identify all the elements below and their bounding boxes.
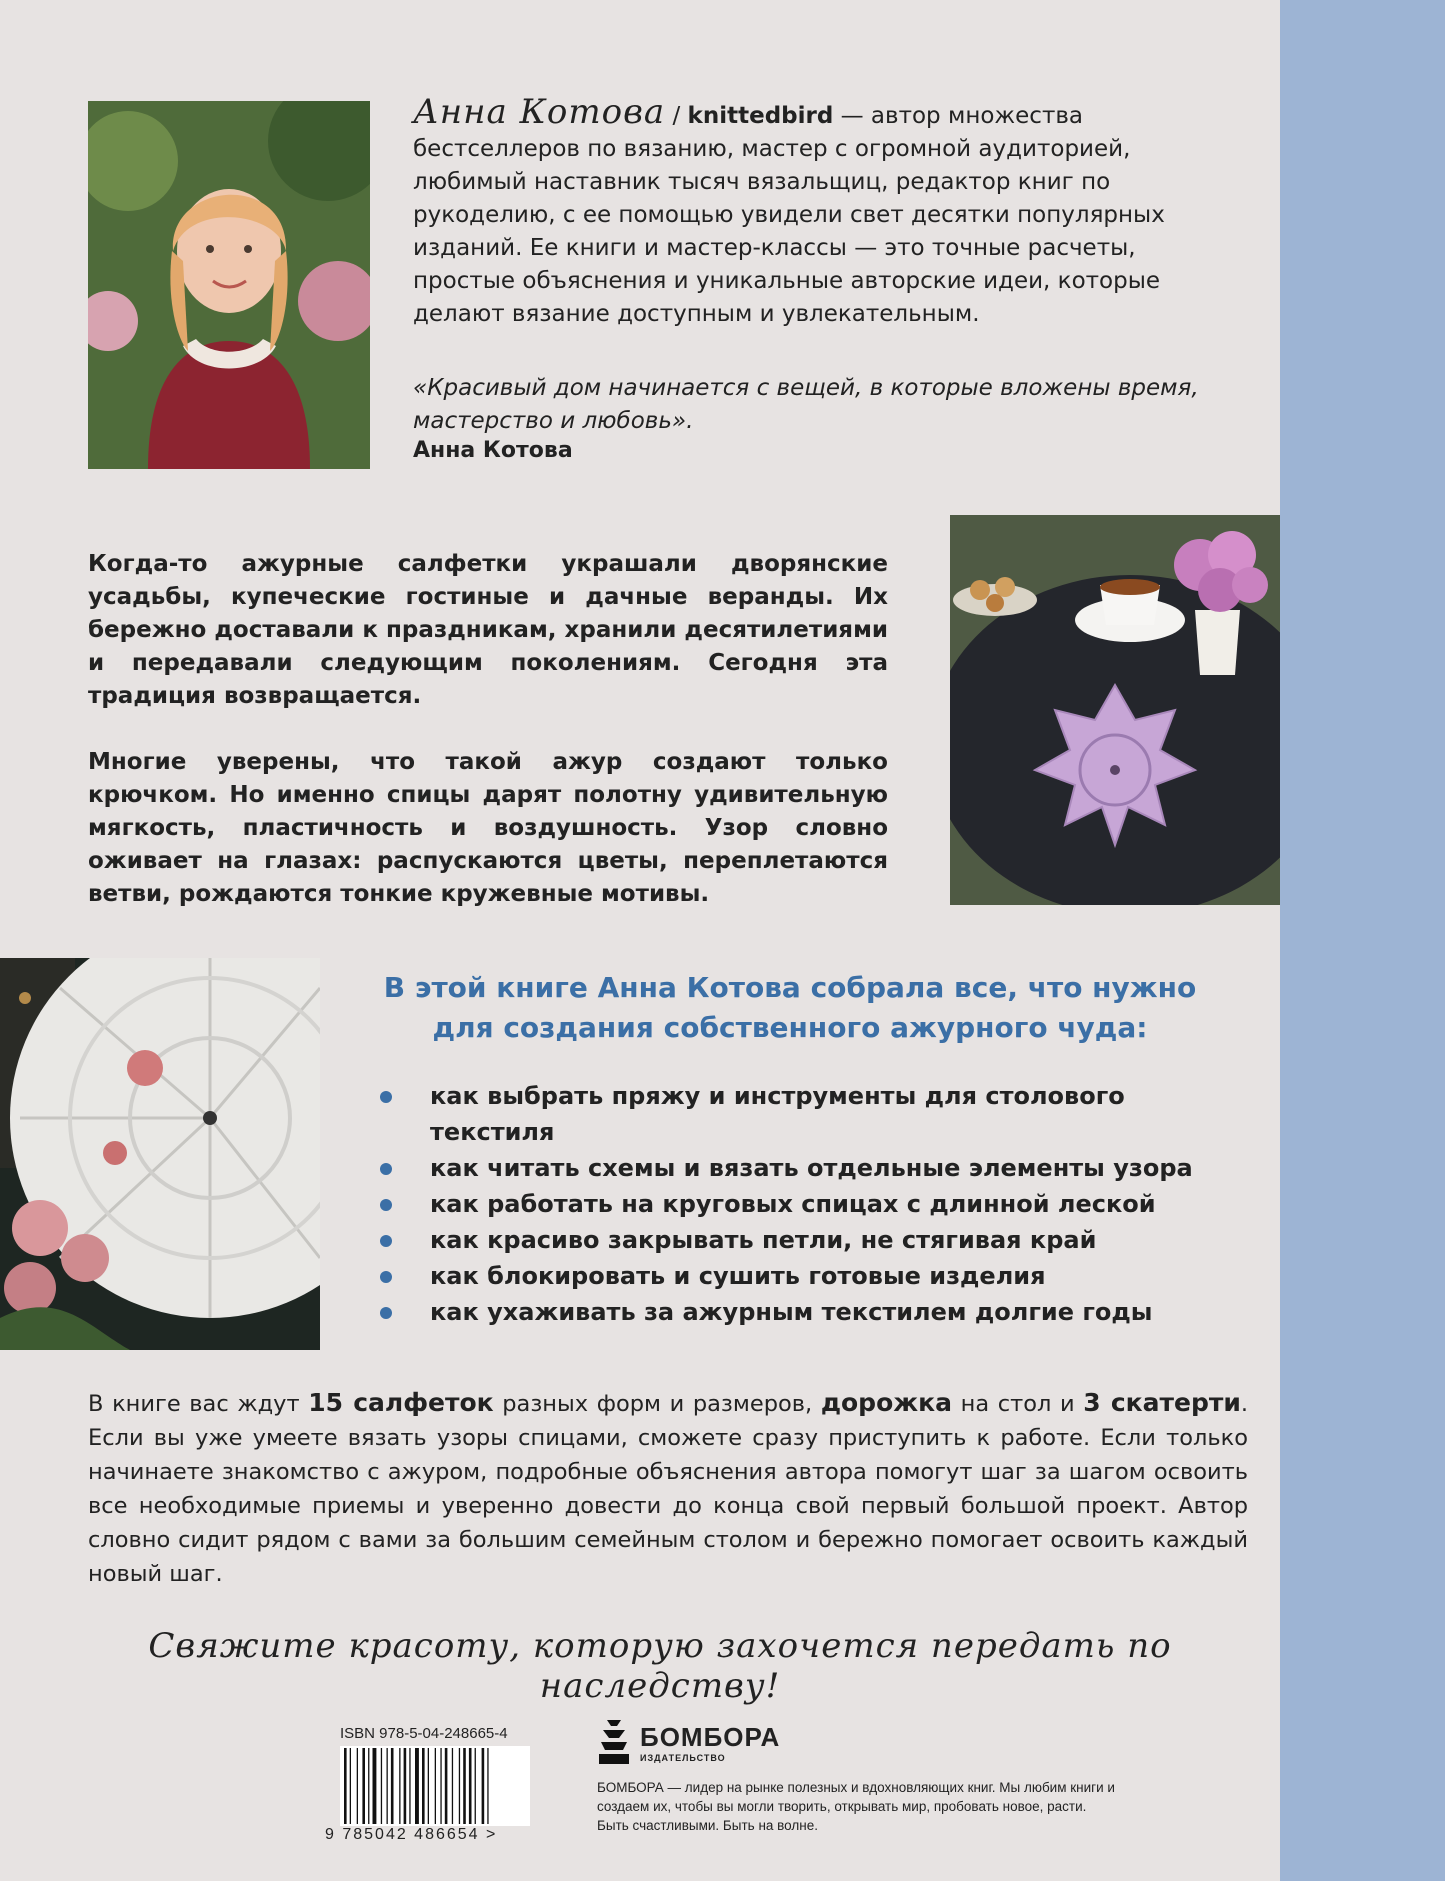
feature-text: как ухаживать за ажурным текстилем долгие годы [430,1298,1153,1326]
right-color-band [1280,0,1445,1881]
feature-item [380,1258,1240,1294]
bullet-icon [380,1163,392,1175]
feature-list [380,1078,1240,1330]
tea-doily-photo [950,515,1280,905]
bullet-icon [380,1271,392,1283]
feature-text: как выбрать пряжу и инструменты для столового текстиля [430,1082,1125,1146]
doilies-count: 15 салфеток [308,1388,494,1417]
feature-item [380,1078,1240,1150]
intro-paragraph-2: Многие уверены, что такой ажур создают только крючком. Но именно спицы дарят полотну удивительную мягкость, пластичность и воздушность. Узор словно оживает на глазах: распускаются цветы, переплетаются ветви, рождаются тонкие кружевные мотивы. [88,749,888,907]
headline-line-2: для создания собственного ажурного чуда: [432,1011,1148,1044]
body-text-2: разных форм и размеров, [493,1391,821,1417]
publisher-logo-icon [597,1716,631,1766]
body-text-1: В книге вас ждут [88,1391,309,1417]
author-quote: «Красивый дом начинается с вещей, в которые вложены время, мастерство и любовь». [413,375,1199,434]
intro-paragraph-1: Когда-то ажурные салфетки украшали дворянские усадьбы, купеческие гостиные и дачные веранды. Их бережно доставали к праздникам, хранили десятилетиями и передавали следующим поколениям. Сегодня эта традиция возвращается. [88,551,888,709]
headline-line-1: В этой книге Анна Котова собрала все, что нужно [383,971,1197,1004]
name-separator: / [665,103,688,129]
bullet-icon [380,1199,392,1211]
feature-text: как работать на круговых спицах с длинной леской [430,1190,1156,1218]
body-text-4: . Если вы уже умеете вязать узоры спицами, сможете сразу приступить к работе. Если только начинаете знакомство с ажуром, подробные объяснения автора помогут шаг за шагом освоить все необходимые приемы и уверенно довести до конца свой первый большой проект. Автор словно сидит рядом с вами за большим семейным столом и бережно помогает освоить каждый новый шаг. [88,1391,1249,1587]
white-doily-photo [0,958,320,1350]
features-headline [360,968,1220,1048]
feature-item [380,1222,1240,1258]
feature-text: как читать схемы и вязать отдельные элементы узора [430,1154,1193,1182]
runner-highlight: дорожка [820,1388,952,1417]
bullet-icon [380,1091,392,1103]
body-text-3: на стол и [951,1391,1084,1417]
barcode-number: 9 785042 486654 > [325,1826,498,1843]
feature-item [380,1186,1240,1222]
publisher-description: БОМБОРА — лидер на рынке полезных и вдохновляющих книг. Мы любим книги и создаем их, чтобы вы могли творить, открывать мир, пробовать новое, расти. Быть счастливыми. Быть на волне. [597,1780,1115,1833]
feature-item [380,1150,1240,1186]
publisher-subtitle: ИЗДАТЕЛЬСТВО [640,1753,726,1763]
bullet-icon [380,1307,392,1319]
author-name-script: Анна Котова [413,92,666,132]
author-brand: knittedbird [687,103,834,129]
intro-text [88,548,888,944]
barcode [340,1746,530,1826]
tablecloths-count: 3 скатерти [1083,1388,1241,1417]
feature-text: как блокировать и сушить готовые изделия [430,1262,1046,1290]
publisher-name: БОМБОРА [640,1722,781,1752]
isbn-label: ISBN 978-5-04-248665-4 [340,1725,508,1742]
author-bio-text: — автор множества бестселлеров по вязанию, мастер с огромной аудиторией, любимый наставник тысяч вязальщиц, редактор книг по рукоделию, с ее помощью увидели свет десятки популярных изданий. Ее книги и мастер-классы — это точные расчеты, простые объяснения и уникальные авторские идеи, которые делают вязание доступным и увлекательным. [413,103,1165,327]
quote-author: Анна Котова [413,438,573,463]
book-contents-paragraph [88,1386,1248,1591]
author-photo [88,101,370,469]
author-bio [413,92,1213,331]
feature-item [380,1294,1240,1330]
feature-text: как красиво закрывать петли, не стягивая край [430,1226,1097,1254]
bullet-icon [380,1235,392,1247]
tagline: Свяжите красоту, которую захочется передать по наследству! [148,1626,1172,1706]
